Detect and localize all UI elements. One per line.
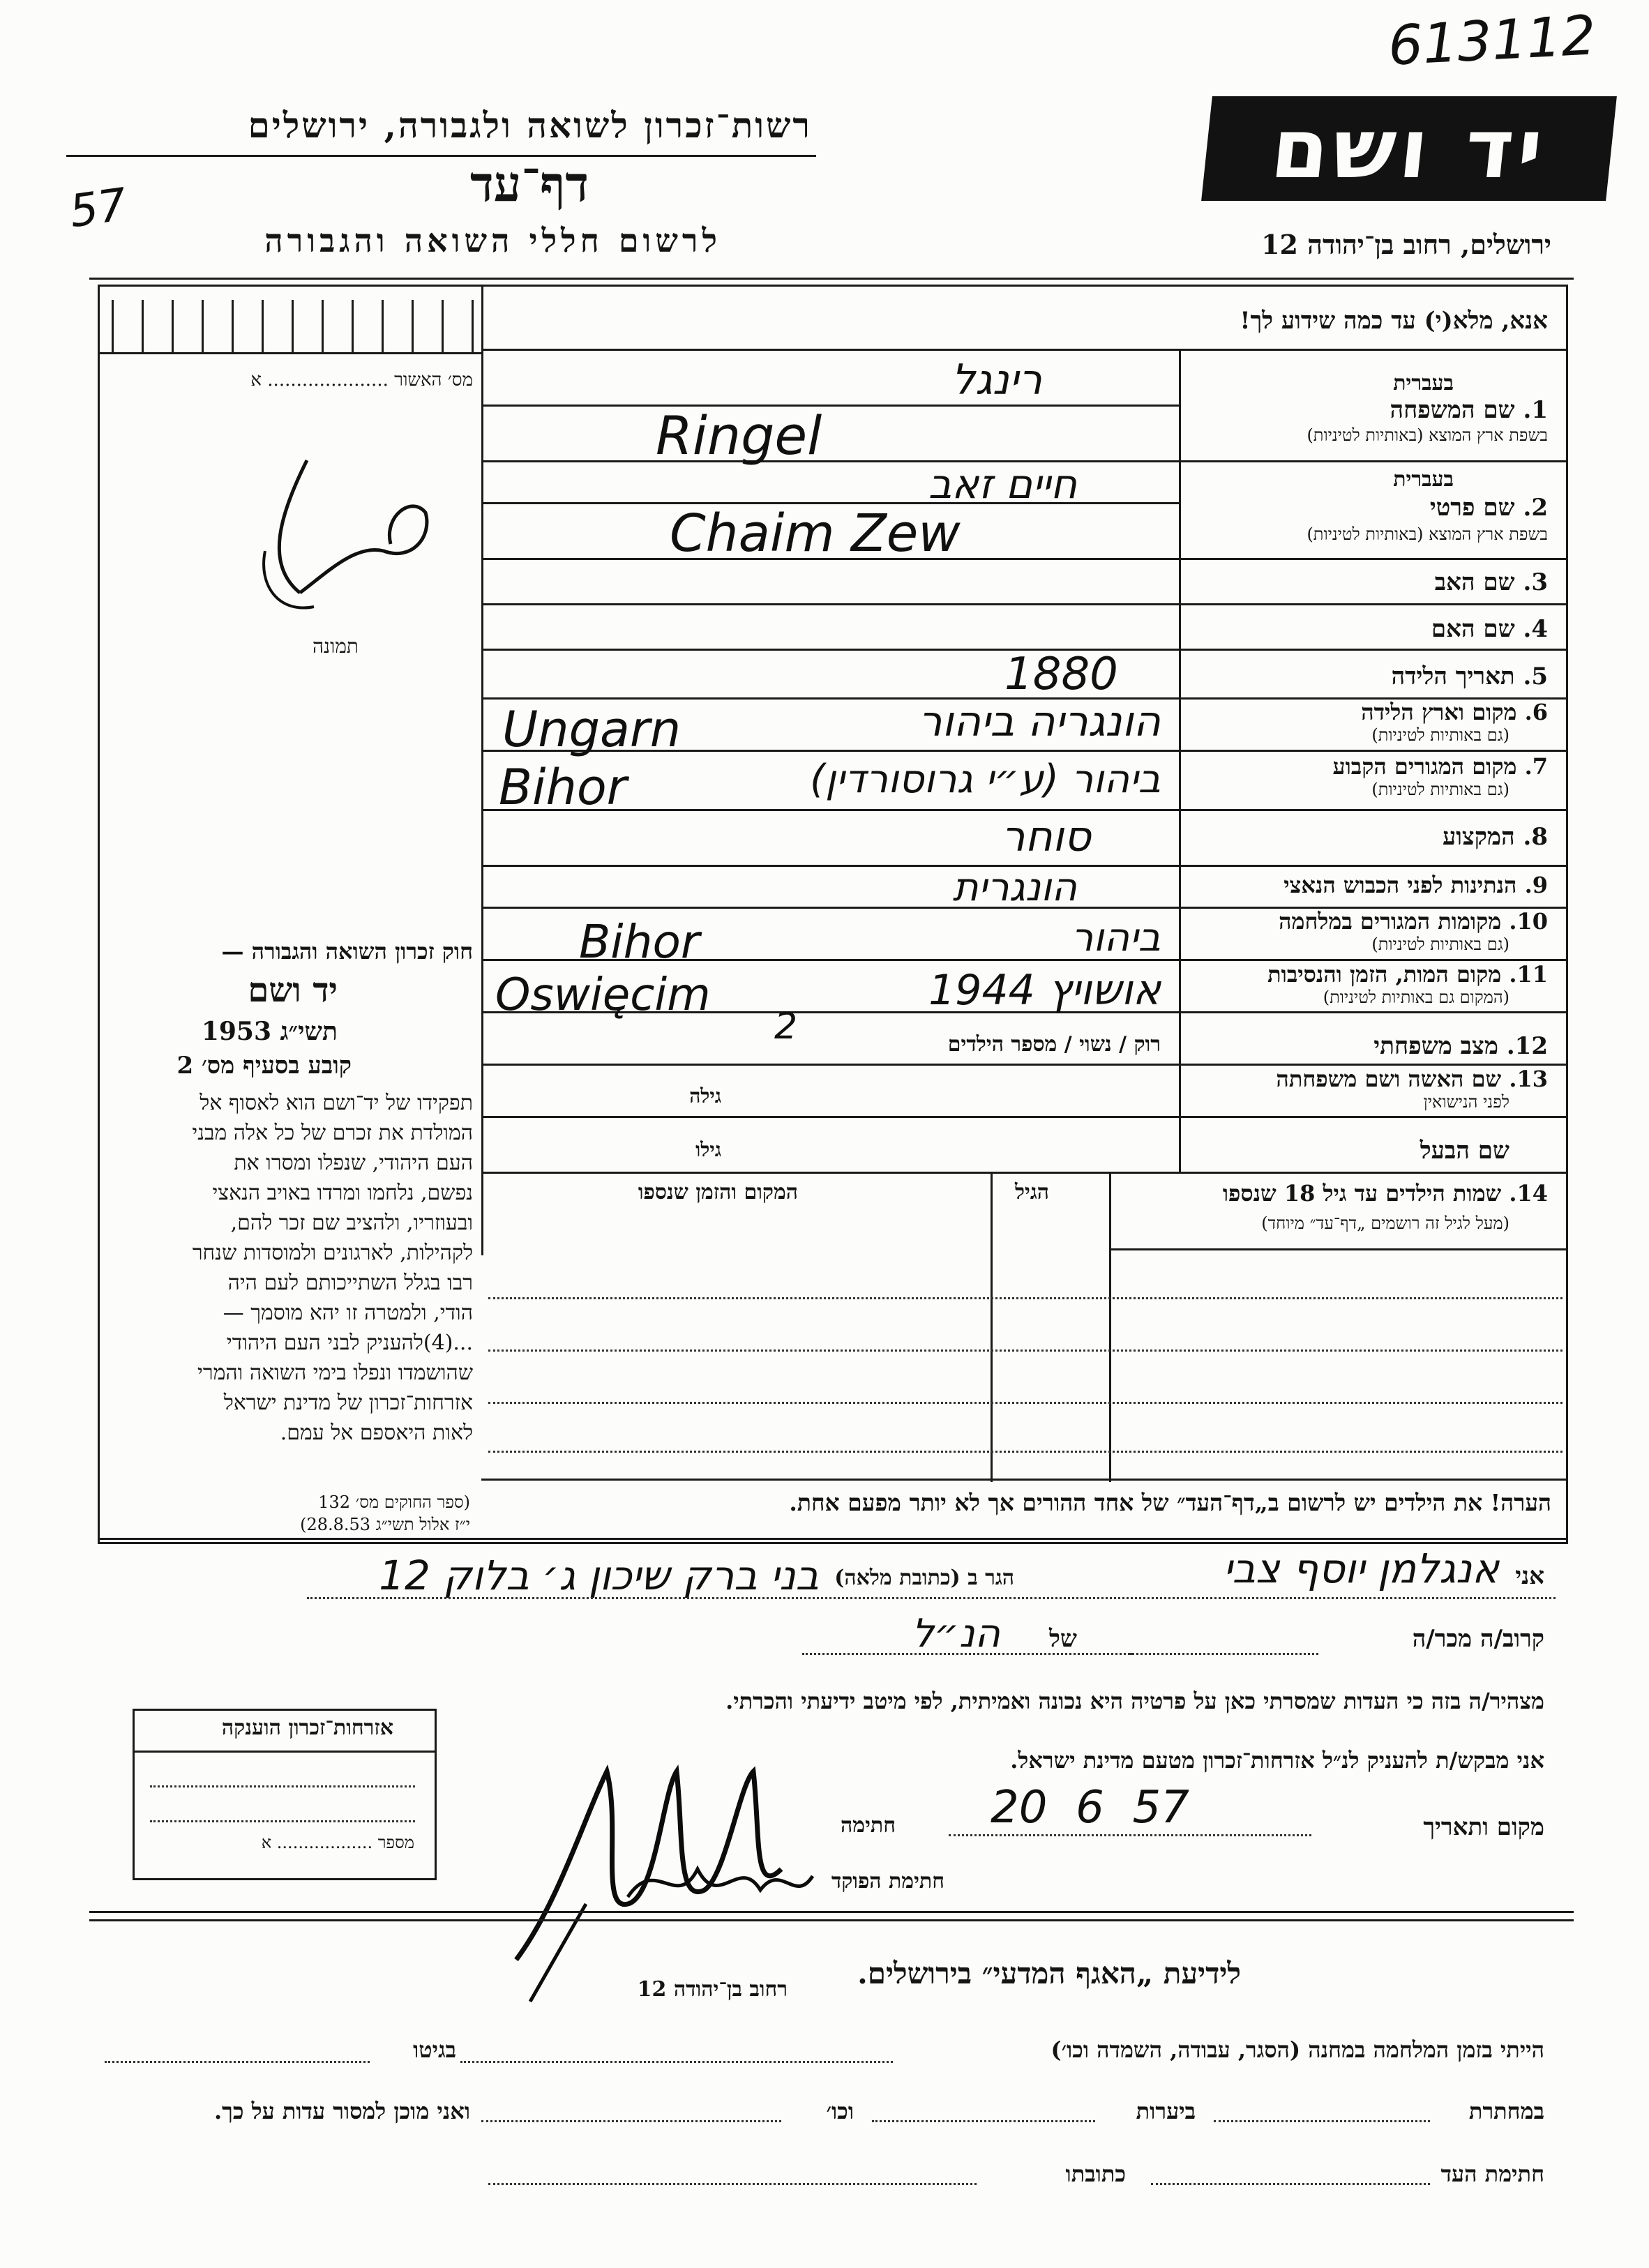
bottom-line-3-fill bbox=[1151, 2183, 1430, 2185]
photo-area-signature bbox=[251, 432, 481, 635]
bottom-rule-1 bbox=[89, 1911, 1574, 1913]
field-11-label: 11. מקום המות, הזמן והנסיבות bbox=[1267, 961, 1548, 988]
law-section: קובע בסעיף מס׳ 2 bbox=[176, 1052, 352, 1080]
table-14-top bbox=[481, 1172, 1566, 1174]
bottom-line-2-c: וכו׳ bbox=[826, 2098, 854, 2124]
field-1-hebrew-value: רינגל bbox=[951, 356, 1042, 405]
field-5-value: 1880 bbox=[1004, 649, 1118, 700]
bottom-line-2-fill bbox=[481, 2120, 781, 2122]
field-14-col-age: הגיל bbox=[1014, 1180, 1049, 1204]
field-1-lang: בעברית bbox=[1393, 371, 1454, 395]
law-body-line: שהושמדו ונפלו בימי השואה והמרי bbox=[197, 1361, 473, 1385]
law-body-line: העם היהודי, שנפלו ומסרו את bbox=[234, 1151, 473, 1175]
law-year: תשי״ג 1953 bbox=[201, 1017, 338, 1046]
bottom-rule-2 bbox=[89, 1919, 1574, 1921]
law-body-line: ...(4)להעניק לבני העם היהודי bbox=[226, 1331, 473, 1355]
bottom-line-1-fill bbox=[105, 2061, 370, 2063]
citizenship-line bbox=[150, 1785, 415, 1787]
bottom-line-3-a: חתימת העד bbox=[1440, 2161, 1544, 2187]
margin-note: 57 bbox=[66, 179, 130, 239]
field-10-sub: (גם באותיות לטיניות) bbox=[1371, 935, 1509, 954]
row-rule bbox=[481, 603, 1566, 605]
row-rule bbox=[481, 405, 1179, 407]
table-14-row bbox=[488, 1297, 1563, 1299]
yad-vashem-logo: יד ושם bbox=[1201, 96, 1617, 201]
signature-label: חתימה bbox=[841, 1813, 896, 1838]
field-1-label: 1. שם המשפחה bbox=[1390, 396, 1548, 424]
field-2-lang: בעברית bbox=[1393, 467, 1454, 492]
address: ירושלים, רחוב בן־יהודה 12 bbox=[1261, 229, 1551, 260]
field-1-sub: בשפת ארץ המוצא (באותיות לטיניות) bbox=[1307, 425, 1548, 445]
field-13-age-label: גילה bbox=[689, 1084, 721, 1107]
law-body-line: אזרחות־זכרון של מדינת ישראל bbox=[223, 1391, 473, 1415]
law-body bbox=[96, 1088, 473, 1448]
row-rule bbox=[481, 809, 1566, 811]
declarant-line bbox=[802, 1653, 1318, 1655]
field-4-label: 4. שם האם bbox=[1431, 615, 1548, 643]
intro-rule bbox=[481, 349, 1566, 351]
law-body-line: ובעוזריו, ולהציב שם זכר להם, bbox=[230, 1211, 473, 1235]
field-10-hebrew-value: ביהור bbox=[1071, 915, 1161, 960]
field-11-hebrew-value: אושויץ 1944 bbox=[928, 966, 1161, 1015]
table-14-row bbox=[488, 1402, 1563, 1404]
table-14-row bbox=[488, 1451, 1563, 1453]
photo-label: תמונה bbox=[312, 635, 359, 658]
institution-rule bbox=[66, 155, 816, 157]
field-11-latin-value: Oswięcim bbox=[495, 969, 711, 1021]
law-body-line: רבו בגלל השתייכותם לעם היה bbox=[227, 1271, 473, 1295]
frame-outer-top bbox=[89, 278, 1574, 280]
bottom-title: לידיעת „האגף המדעי״ בירושלים. bbox=[857, 1956, 1241, 1990]
citizenship-number: מספר .................. א bbox=[261, 1833, 414, 1852]
bottom-line-2-fill bbox=[1214, 2120, 1430, 2122]
field-13-label: 13. שם האשה ושם משפחתה bbox=[1276, 1066, 1548, 1092]
declaration-text: מצהיר/ה בזה כי העדות שמסרתי כאן על פרטיה היא נכונה ואמיתית, לפי מיטב ידיעתי והכרתי. bbox=[725, 1688, 1544, 1714]
field-11-sub: (המקום גם באותיות לטיניות) bbox=[1323, 988, 1509, 1007]
husband-age-label: גילו bbox=[695, 1138, 721, 1161]
declarant-relation-label: קרוב/ה מכר/ה bbox=[1412, 1625, 1544, 1653]
table-14-divider bbox=[1109, 1172, 1111, 1482]
declarant-top-rule bbox=[98, 1538, 1566, 1540]
declarant-address: בני ברק שיכון ג׳ בלוק 12 bbox=[379, 1552, 819, 1599]
field-7-hebrew-value: ביהור (ע״י גרוסורדין) bbox=[810, 757, 1161, 802]
law-name: יד ושם bbox=[248, 971, 338, 1010]
declarant-resident-label: הגר ב (כתובת מלאה) bbox=[834, 1566, 1014, 1590]
bottom-line-3-fill bbox=[488, 2183, 977, 2185]
law-body-line: נפשם, נלחמו ומרדו באויב הנאצי bbox=[212, 1181, 473, 1205]
bottom-line-2-b: ביערות bbox=[1136, 2098, 1196, 2124]
table-14-divider bbox=[991, 1172, 993, 1482]
declaration-date: 20 6 57 bbox=[991, 1782, 1189, 1834]
bottom-line-1-b: בגיטו bbox=[413, 2036, 456, 2063]
field-6-label: 6. מקום וארץ הלידה bbox=[1361, 699, 1548, 725]
law-body-line: לקהילות, לארגונים ולמוסדות שנחר bbox=[192, 1241, 473, 1265]
field-7-label: 7. מקום המגורים הקבוע bbox=[1332, 753, 1548, 780]
field-7-sub: (גם באותיות לטיניות) bbox=[1371, 780, 1509, 799]
tick-strip bbox=[112, 300, 474, 352]
law-ref-2: י״ז אלול תשי״ג 28.8.53) bbox=[300, 1515, 470, 1534]
law-title: חוק זכרון השואה והגבורה — bbox=[221, 938, 473, 965]
bottom-line-1-fill bbox=[460, 2061, 893, 2063]
tick-row-base bbox=[98, 352, 481, 354]
label-column-border bbox=[1179, 349, 1181, 1172]
declarant-line bbox=[307, 1597, 1556, 1599]
table-14-row bbox=[488, 1350, 1563, 1352]
field-2-sub: בשפת ארץ המוצא (באותיות לטיניות) bbox=[1307, 524, 1548, 544]
field-8-value: סוחר bbox=[1001, 812, 1091, 861]
field-6-sub: (גם באותיות לטיניות) bbox=[1371, 725, 1509, 745]
declarant-name: אנגלמן יוסף צבי bbox=[1223, 1545, 1499, 1592]
field-5-label: 5. תאריך הלידה bbox=[1391, 663, 1548, 690]
date-line bbox=[949, 1834, 1311, 1836]
citizenship-line bbox=[150, 1820, 415, 1822]
archive-number: 613112 bbox=[1386, 4, 1597, 78]
bottom-line-2-a: במחתרת bbox=[1468, 2098, 1544, 2124]
field-2-label: 2. שם פרטי bbox=[1429, 494, 1548, 522]
declarant-relation-value: הנ״ל bbox=[912, 1611, 1000, 1656]
field-1-latin-value: Ringel bbox=[656, 405, 822, 467]
note: הערה! את הילדים יש לרשום ב„דף־העד״ של אחד ההורים אך לא יותר מפעם אחת. bbox=[789, 1489, 1551, 1516]
field-12-children-value: 2 bbox=[774, 1006, 798, 1048]
field-14-label: 14. שמות הילדים עד גיל 18 שנספו bbox=[1222, 1180, 1548, 1207]
answer-column-left bbox=[481, 349, 483, 1255]
husband-label: שם הבעל bbox=[1420, 1137, 1509, 1165]
bottom-address: רחוב בן־יהודה 12 bbox=[637, 1977, 788, 2002]
form-subtitle: לרשום חללי השואה והגבורה bbox=[264, 222, 721, 259]
form-title: דף־עד bbox=[469, 155, 589, 213]
field-10-label: 10. מקומות המגורים במלחמה bbox=[1279, 908, 1548, 935]
law-body-line: המולדת את זכרם של כל אלה מבני bbox=[192, 1121, 473, 1145]
field-3-label: 3. שם האב bbox=[1434, 568, 1548, 596]
approval-label: מס׳ האשור ..................... א bbox=[250, 370, 473, 391]
law-body-line: תפקידו של יד־ושם הוא לאסוף אל bbox=[199, 1091, 473, 1115]
law-body-line: הודי, ולמטרה זו יהא מוסמך — bbox=[223, 1301, 473, 1325]
field-7-latin-value: Bihor bbox=[499, 759, 627, 816]
table-14-header-rule bbox=[1109, 1248, 1566, 1250]
declarant-line bbox=[1130, 1653, 1131, 1655]
field-9-label: 9. הנתינות לפני הכבוש הנאצי bbox=[1283, 872, 1548, 898]
place-date-label: מקום ותאריך bbox=[1423, 1813, 1544, 1841]
citizenship-title: אזרחות־זכרון הוענקה bbox=[221, 1716, 393, 1740]
officer-label: חתימת הפוקד bbox=[831, 1869, 944, 1893]
field-2-latin-value: Chaim Zew bbox=[670, 504, 961, 564]
table-14-bottom bbox=[481, 1479, 1566, 1481]
law-body-line: לאות היאספם אל עמם. bbox=[280, 1421, 473, 1445]
request-text: אני מבקש/ת להעניק לנ״ל אזרחות־זכרון מטעם מדינת ישראל. bbox=[1010, 1747, 1544, 1774]
declarant-i-label: אני bbox=[1515, 1562, 1544, 1590]
bottom-line-2-fill bbox=[872, 2120, 1095, 2122]
intro-line: אנא, מלא(י) עד כמה שידוע לך! bbox=[1240, 307, 1548, 335]
field-6-latin-value: Ungarn bbox=[502, 701, 682, 758]
declarant-of-label: של bbox=[1049, 1625, 1077, 1653]
bottom-line-3-b: כתובתו bbox=[1065, 2161, 1126, 2187]
row-rule bbox=[481, 1116, 1566, 1118]
field-9-value: הונגרית bbox=[952, 865, 1077, 910]
citizenship-title-rule bbox=[133, 1751, 435, 1753]
field-12-options: רוק / נשוי / מספר הילדים bbox=[947, 1032, 1161, 1057]
bottom-line-2-d: ואני מוכן למסור עדות על כך. bbox=[213, 2098, 470, 2124]
law-ref-1: (ספר החוקים מס׳ 132 bbox=[318, 1492, 470, 1512]
field-14-col-place: המקום והזמן שנספו bbox=[638, 1180, 798, 1204]
field-12-label: 12. מצב משפחתי bbox=[1373, 1032, 1548, 1060]
field-8-label: 8. המקצוע bbox=[1442, 823, 1548, 851]
institution-line: רשות־זכרון לשואה ולגבורה, ירושלים bbox=[248, 105, 812, 146]
bottom-line-1-a: הייתי בזמן המלחמה במחנה (הסגר, עבודה, השמדה וכו׳) bbox=[1051, 2036, 1544, 2063]
field-14-sub: (מעל לגיל זה רושמים „דף־עד״ מיוחד) bbox=[1261, 1214, 1509, 1233]
row-rule bbox=[481, 558, 1566, 560]
field-2-hebrew-value: חיים זאב bbox=[928, 460, 1077, 508]
field-6-hebrew-value: הונגריה ביהור bbox=[918, 697, 1161, 746]
field-10-latin-value: Bihor bbox=[579, 915, 700, 969]
field-13-sub: לפני הנישואין bbox=[1423, 1092, 1509, 1112]
